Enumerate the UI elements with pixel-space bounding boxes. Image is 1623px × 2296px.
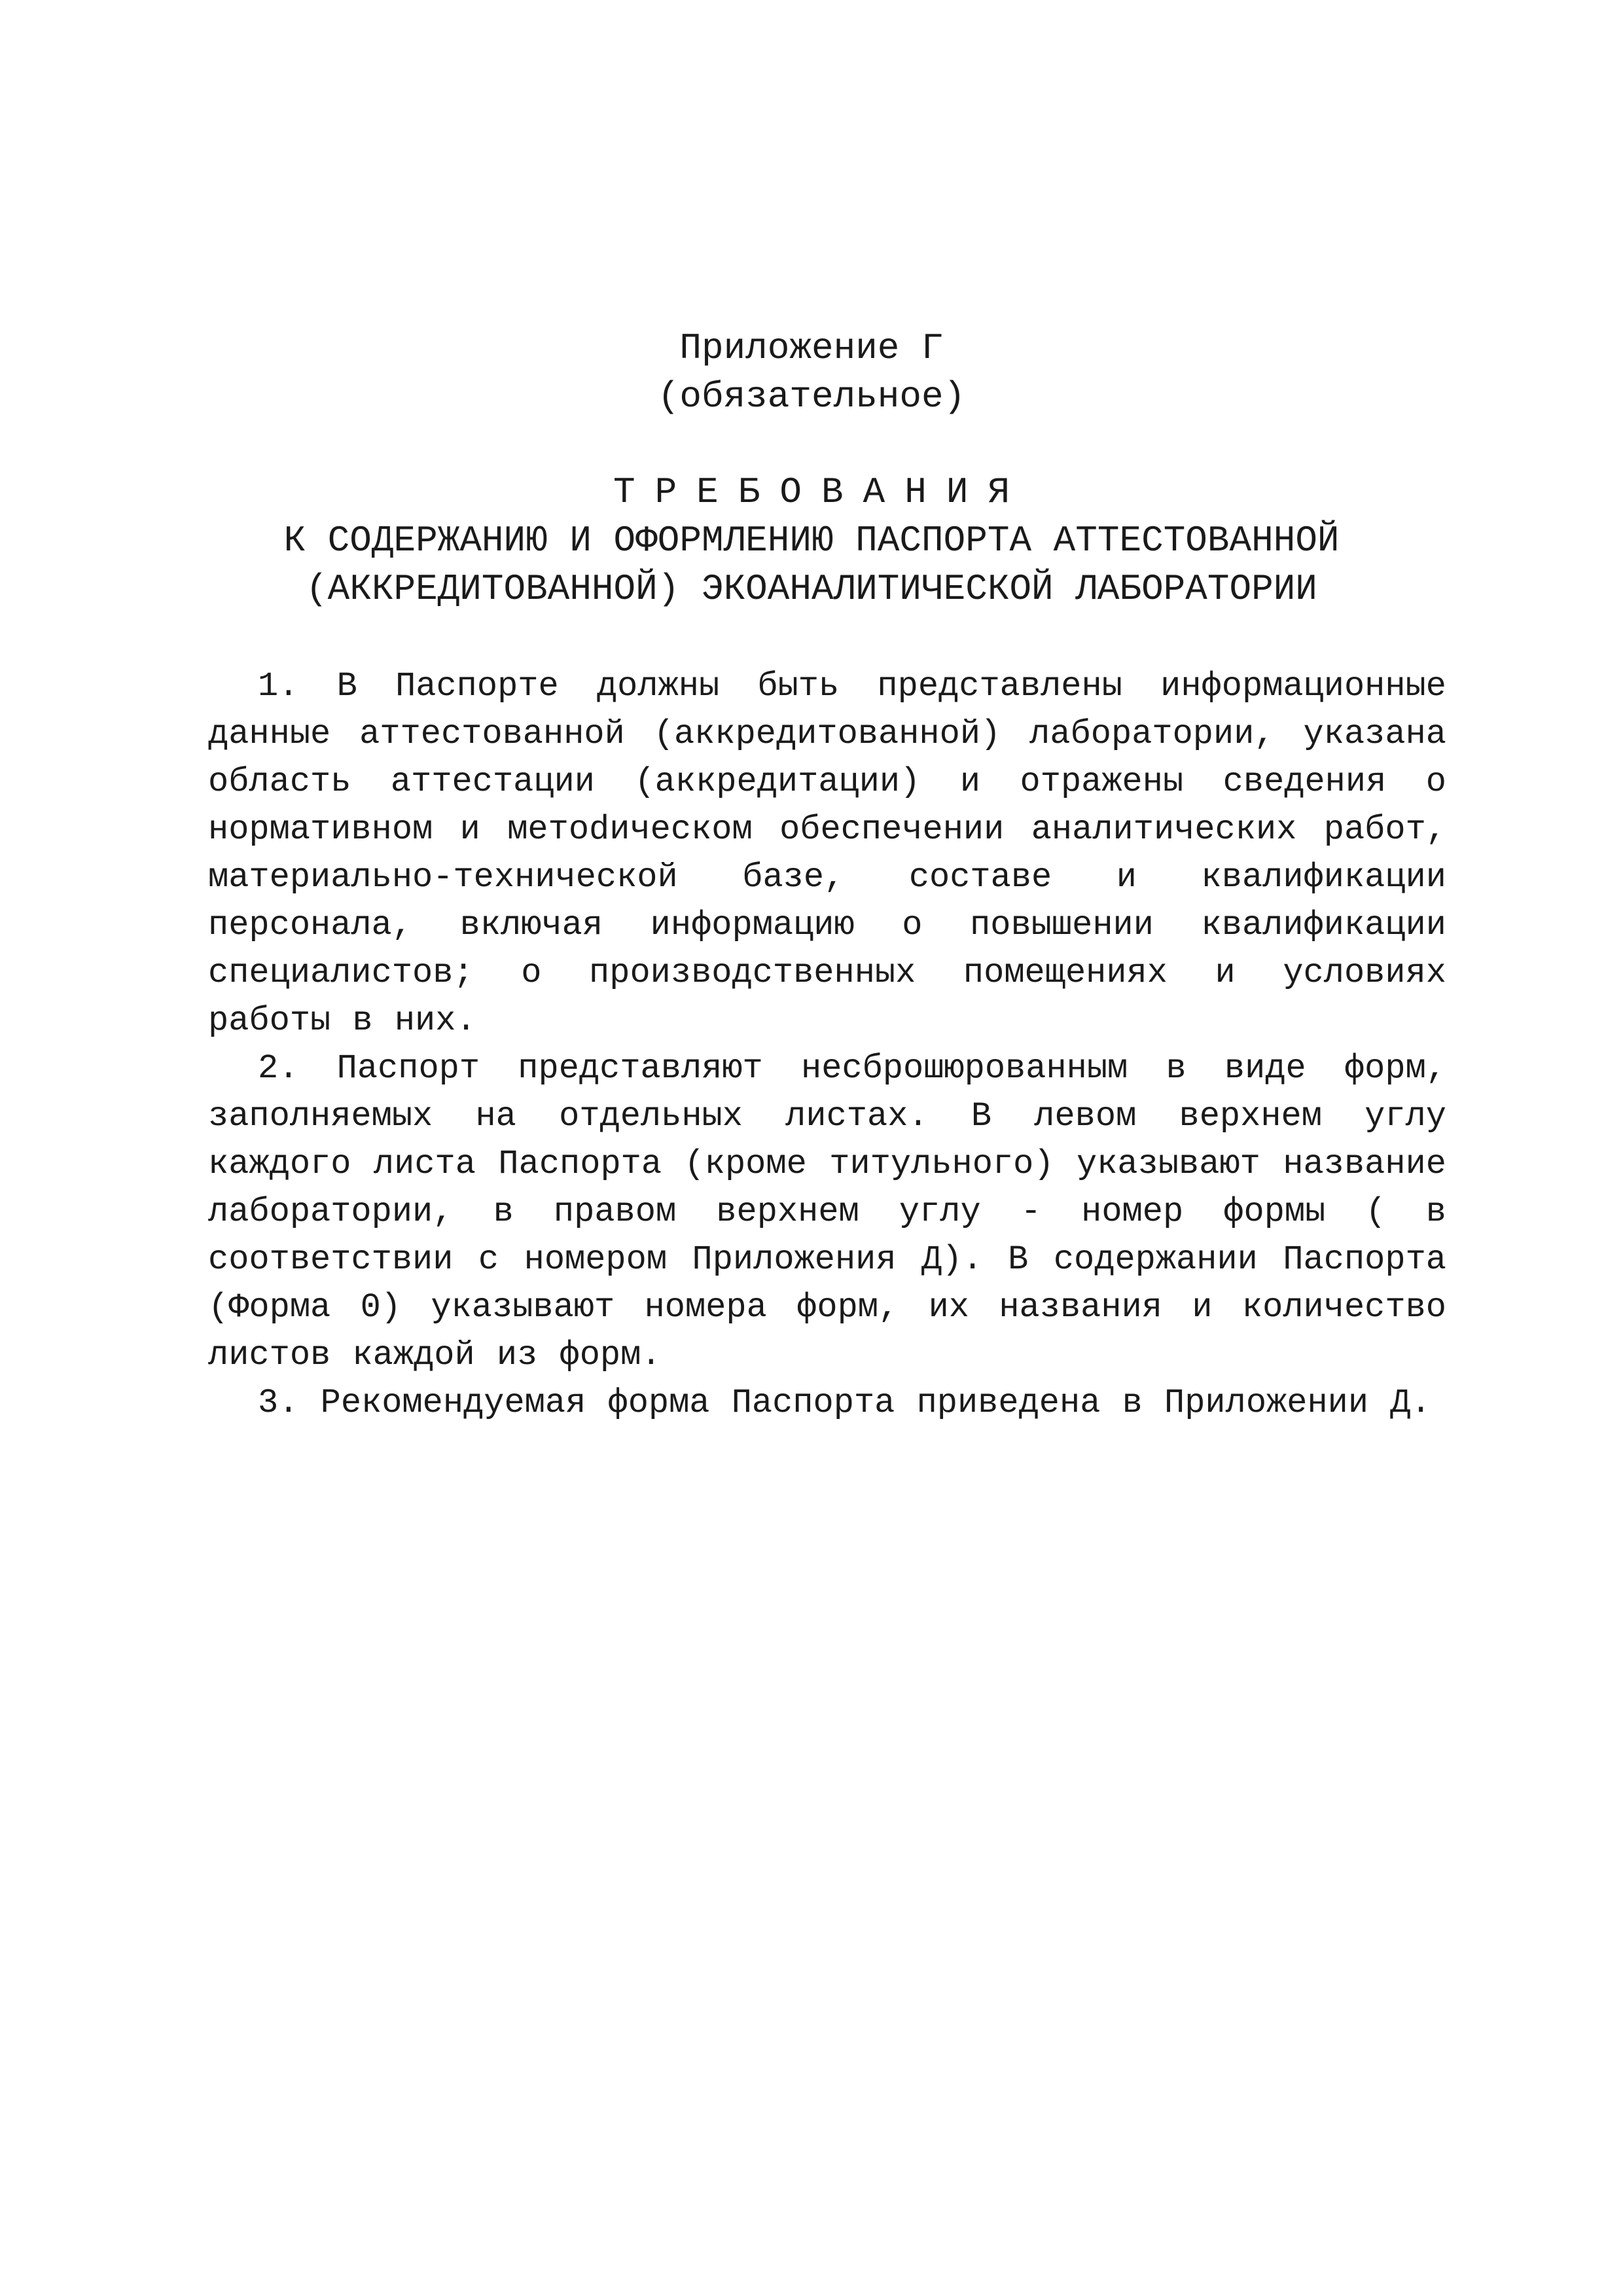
body-text: [208, 662, 1446, 1427]
paragraph-3: 3. Рекомендуемая форма Паспорта приведена в Приложении Д.: [258, 1384, 1431, 1422]
title-line-2: (АККРЕДИТОВАННОЙ) ЭКОАНАЛИТИЧЕСКОЙ ЛАБОРАТОРИИ: [306, 568, 1317, 610]
paragraph-2: 2. Паспорт представляют несброшюрованным в виде форм, заполняемых на отдельных листах. В левом верхнем углу каждого листа Паспорта (кроме титульного) указывают название лаборатории, в правом верхнем углу - номер формы ( в соответствии с номером Приложения Д). В содержании Паспорта (Форма 0) указывают номера форм, их названия и количество листов каждой из форм.: [208, 1049, 1446, 1374]
title-line-1: К СОДЕРЖАНИЮ И ОФОРМЛЕНИЮ ПАСПОРТА АТТЕСТОВАННОЙ: [283, 520, 1340, 562]
title-heading: ТРЕБОВАНИЯ: [613, 471, 1030, 513]
paragraph-1: 1. В Паспорте должны быть представлены информационные данные аттестованной (аккредитованной) лаборатории, указана область аттестации (аккредитации) и отражены сведения о нормативном и метоdическом обеспечении аналитических работ, материально-технической базе, составе и квалификации персонала, включая информацию о повышении квалификации специалистов; о производственных помещениях и условиях работы в них.: [208, 667, 1446, 1040]
appendix-status: (обязательное): [657, 376, 966, 418]
appendix-label: Приложение Г: [679, 327, 944, 369]
